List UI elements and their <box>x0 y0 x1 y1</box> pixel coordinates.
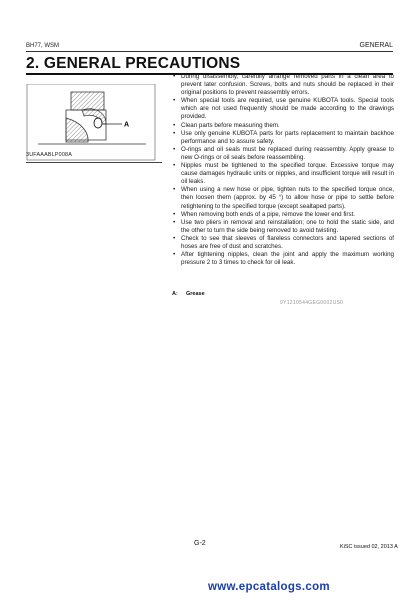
precaution-item: • When special tools are required, use genuine KUBOTA tools. Special tools which are not used frequently should be made according to the drawings provided. <box>172 97 394 121</box>
spring-ring <box>94 118 102 128</box>
legend-value: Grease <box>186 291 205 297</box>
legend-key: A: <box>172 291 178 297</box>
precaution-item: • During disassembly, carefully arrange removed parts in a clean area to prevent later confusion. Screws, bolts and nuts should be replaced in their original positions to prevent reassembly errors. <box>172 73 394 97</box>
precaution-item: • Nipples must be tightened to the specified torque. Excessive torque may cause damages hydraulic units or nipples, and insufficient torque will result in oil leaks. <box>172 162 394 186</box>
figure-code-rule <box>26 162 162 163</box>
figure-legend <box>172 291 205 297</box>
header-model: BH77, WSM <box>26 43 60 49</box>
precaution-item: • When removing both ends of a pipe, remove the lower end first. <box>172 211 394 219</box>
precaution-item: • When using a new hose or pipe, tighten nuts to the specified torque once, then loosen them (approx. by 45 °) to allow hose or pipe to settle before retightening to the specified torque (except sealtaped parts). <box>172 186 394 210</box>
issue-note: KiSC issued 02, 2013 A <box>340 544 398 550</box>
page-title: 2. GENERAL PRECAUTIONS <box>26 55 241 72</box>
document-number: 9Y1210544GEG0002US0 <box>280 300 344 306</box>
precaution-item: • Use two pliers in removal and reinstallation; one to hold the static side, and the other to turn the side being removed to avoid twisting. <box>172 219 394 235</box>
header-rule <box>26 51 393 52</box>
precaution-item: • After tightening nipples, clean the joint and apply the maximum working pressure 2 to 3 times to check for oil leak. <box>172 251 394 267</box>
housing-section <box>71 92 104 110</box>
precaution-item: • O-rings and oil seals must be replaced during reassembly. Apply grease to new O-rings or oil seals before reassembling. <box>172 146 394 162</box>
seal-lip <box>66 118 88 142</box>
precaution-item: • Use only genuine KUBOTA parts for parts replacement to maintain backhoe performance and to assure safety. <box>172 130 394 146</box>
header-section: GENERAL <box>359 42 393 49</box>
precaution-item: • Clean parts before measuring them. <box>172 122 394 130</box>
precaution-item: • Check to see that sleeves of flareless connectors and tapered sections of hoses are free of dust and scratches. <box>172 235 394 251</box>
page-number: G-2 <box>194 540 206 547</box>
figure-label-a: A <box>124 121 130 129</box>
precautions-list <box>172 73 394 267</box>
watermark: www.epcatalogs.com <box>208 581 330 593</box>
figure-code: 3UFAAABLP008A <box>26 152 73 158</box>
